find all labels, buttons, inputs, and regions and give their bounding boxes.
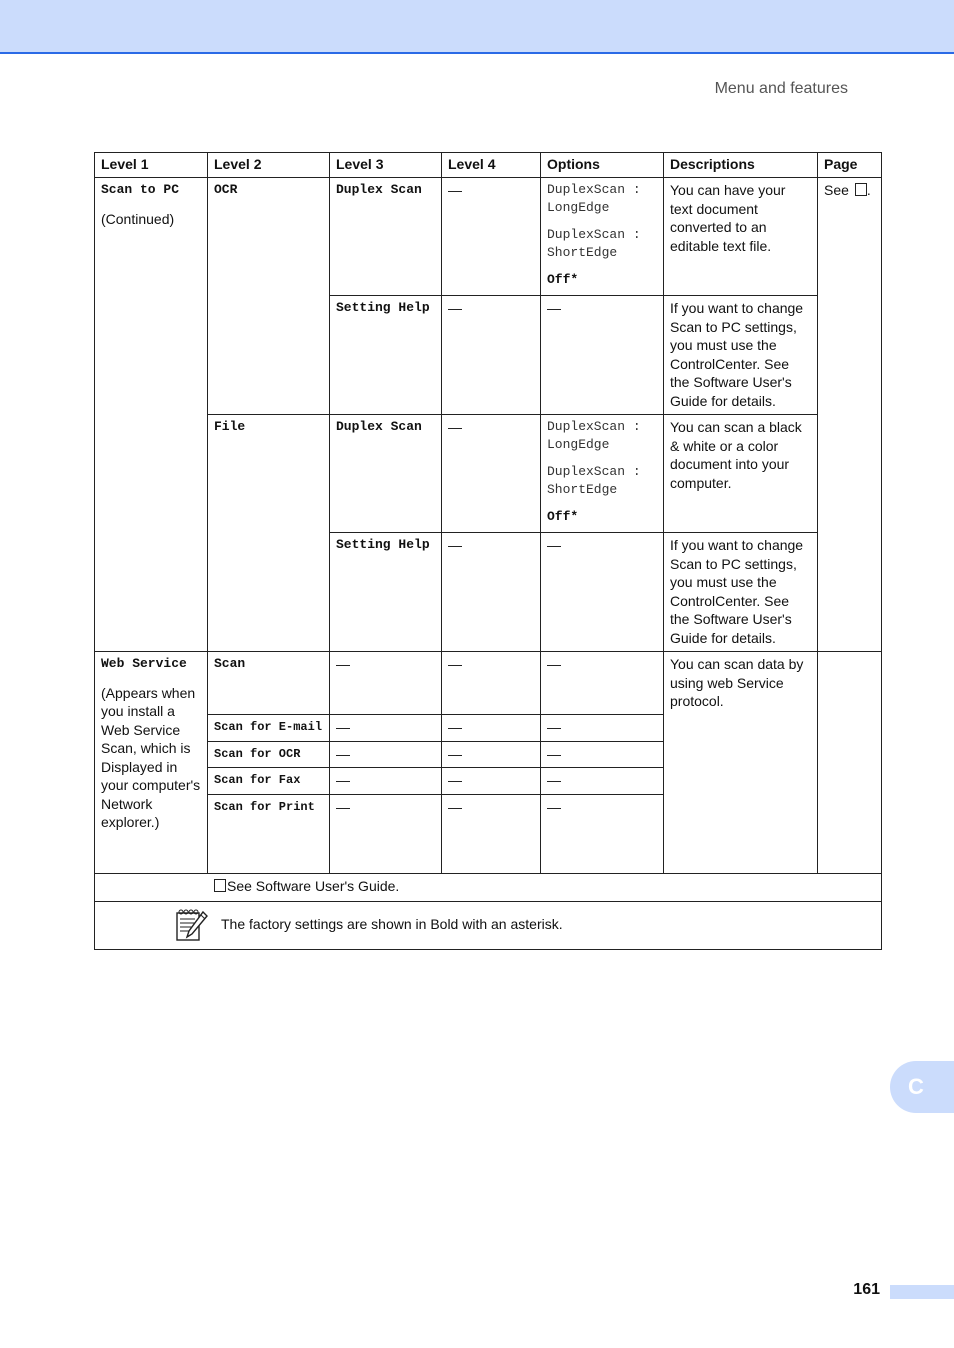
ws-scan-level4: — [442, 652, 541, 715]
header-options: Options [541, 153, 664, 178]
file-duplex-options [541, 415, 664, 533]
ocr-label: OCR [208, 178, 330, 415]
ws-email-level4: — [442, 715, 541, 742]
option-text: DuplexScan : [547, 227, 641, 242]
web-service-cell [95, 652, 208, 874]
software-guide-icon [855, 183, 867, 196]
web-service-note: (Appears when you install a Web Service Scan, which is Displayed in your computer's Network explorer.) [101, 684, 201, 830]
table-row [95, 652, 882, 715]
option-text: LongEdge [547, 437, 610, 452]
ws-scan-print-label: Scan for Print [208, 794, 330, 873]
option-short-edge [547, 226, 657, 262]
table-row [95, 415, 882, 533]
section-title: Menu and features [714, 80, 848, 97]
ws-email-level3: — [330, 715, 442, 742]
ws-scan-label: Scan [208, 652, 330, 715]
ws-scan-options: — [541, 652, 664, 715]
option-off-default: Off* [547, 509, 579, 524]
file-label: File [208, 415, 330, 652]
software-guide-icon [214, 879, 226, 892]
ocr-setting-help-label: Setting Help [330, 296, 442, 415]
option-long-edge [547, 181, 657, 217]
option-text: DuplexScan : [547, 464, 641, 479]
ws-scan-ocr-label: Scan for OCR [208, 741, 330, 768]
page-number: 161 [853, 1281, 880, 1298]
option-text: LongEdge [547, 200, 610, 215]
file-setting-help-label: Setting Help [330, 533, 442, 652]
ocr-help-options: — [541, 296, 664, 415]
header-descriptions: Descriptions [664, 153, 818, 178]
header-page: Page [818, 153, 882, 178]
note-text: The factory settings are shown in Bold with an asterisk. [221, 916, 563, 933]
menu-table [94, 152, 882, 950]
option-text: ShortEdge [547, 482, 618, 497]
ws-scan-level3: — [330, 652, 442, 715]
option-text: DuplexScan : [547, 419, 641, 434]
legend-row [95, 873, 882, 901]
option-off-default: Off* [547, 272, 579, 287]
ws-scan-email-label: Scan for E-mail [208, 715, 330, 742]
table-header-row [95, 153, 882, 178]
ws-print-options: — [541, 794, 664, 873]
header-level2: Level 2 [208, 153, 330, 178]
ws-print-level4: — [442, 794, 541, 873]
ws-scan-fax-label: Scan for Fax [208, 768, 330, 795]
file-duplex-description: You can scan a black & white or a color document into your computer. [664, 415, 818, 533]
scan-to-pc-label: Scan to PC [101, 182, 180, 197]
ws-ocr-level4: — [442, 741, 541, 768]
ws-ocr-level3: — [330, 741, 442, 768]
scan-to-pc-cell [95, 178, 208, 652]
appendix-tab [890, 1061, 954, 1113]
ws-fax-level3: — [330, 768, 442, 795]
file-help-options: — [541, 533, 664, 652]
option-text: ShortEdge [547, 245, 618, 260]
legend-text: See Software User's Guide. [227, 877, 400, 894]
table-row [95, 178, 882, 296]
ocr-help-description: If you want to change Scan to PC settings, you must use the ControlCenter. See the Software User's Guide for details. [664, 296, 818, 415]
page-ref-text: See [824, 182, 849, 198]
ocr-duplex-options [541, 178, 664, 296]
note-row [95, 901, 882, 949]
ws-fax-options: — [541, 768, 664, 795]
header-level4: Level 4 [442, 153, 541, 178]
header-level3: Level 3 [330, 153, 442, 178]
option-short-edge [547, 463, 657, 499]
ws-print-level3: — [330, 794, 442, 873]
page-ref-cell [818, 178, 882, 652]
file-help-level4: — [442, 533, 541, 652]
appendix-tab-label: C [908, 1074, 924, 1099]
file-duplex-level4: — [442, 415, 541, 533]
ocr-duplex-level4: — [442, 178, 541, 296]
file-duplex-scan-label: Duplex Scan [330, 415, 442, 533]
option-long-edge [547, 418, 657, 454]
file-help-description: If you want to change Scan to PC settings, you must use the ControlCenter. See the Software User's Guide for details. [664, 533, 818, 652]
ws-ocr-options: — [541, 741, 664, 768]
web-service-label: Web Service [101, 656, 187, 671]
ocr-duplex-scan-label: Duplex Scan [330, 178, 442, 296]
ocr-duplex-description: You can have your text document converted to an editable text file. [664, 178, 818, 296]
page-number-bar [890, 1285, 954, 1299]
web-service-description: You can scan data by using web Service protocol. [664, 652, 818, 874]
ws-fax-level4: — [442, 768, 541, 795]
option-text: DuplexScan : [547, 182, 641, 197]
page-ref-suffix: . [866, 182, 871, 198]
top-header-bar [0, 0, 954, 54]
note-cell [95, 901, 882, 949]
continued-note: (Continued) [101, 210, 175, 227]
ocr-help-level4: — [442, 296, 541, 415]
header-level1: Level 1 [95, 153, 208, 178]
legend-cell [95, 873, 882, 901]
note-pencil-icon [101, 908, 221, 942]
ws-email-options: — [541, 715, 664, 742]
web-service-page [818, 652, 882, 874]
